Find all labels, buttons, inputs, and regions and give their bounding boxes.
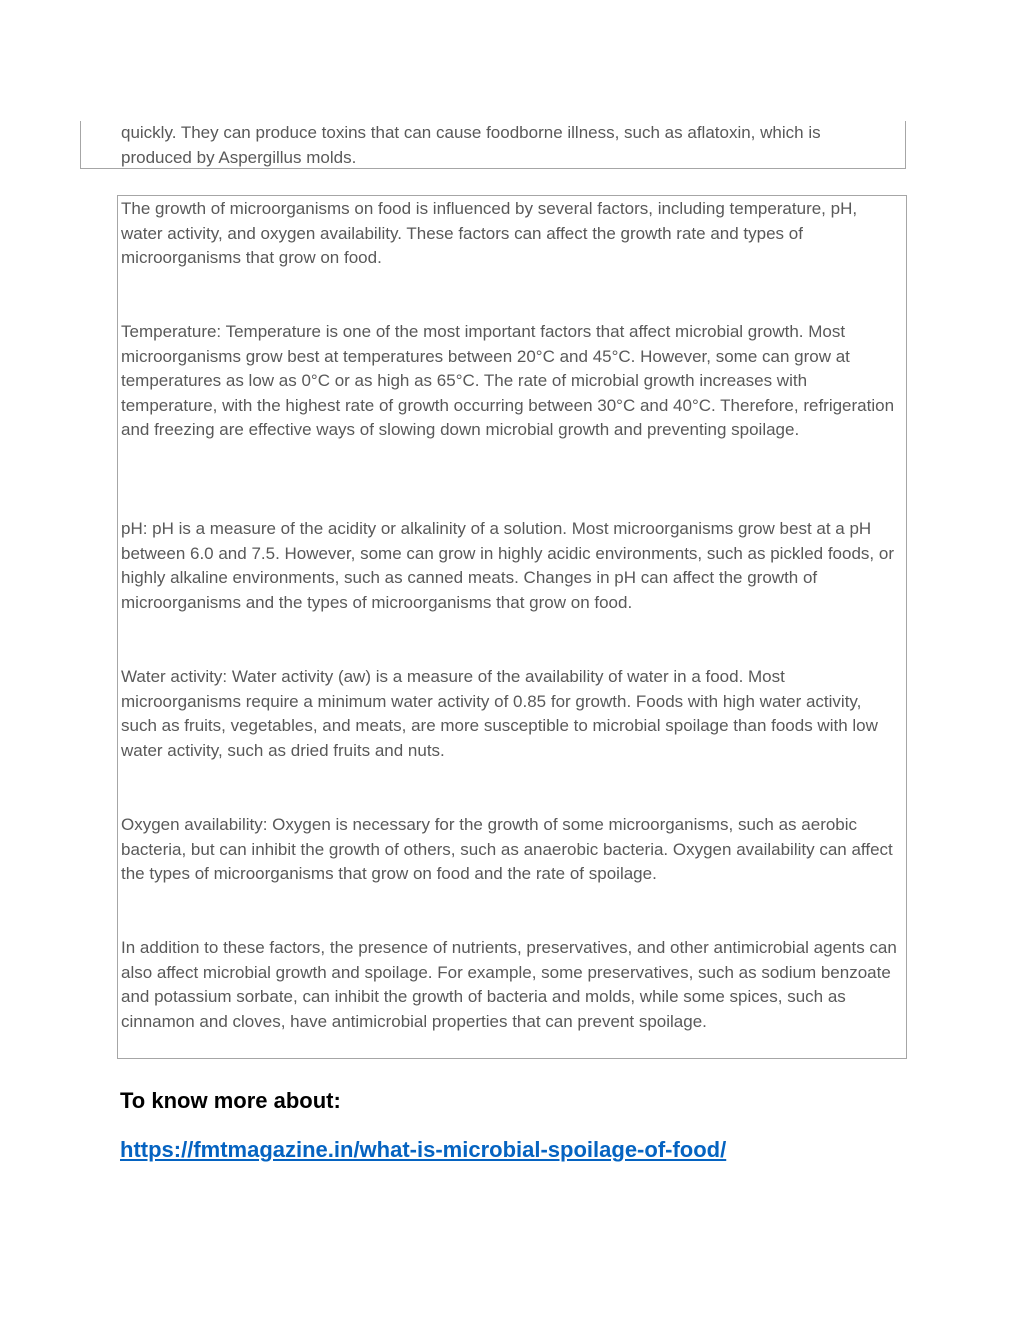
oxygen-paragraph: Oxygen availability: Oxygen is necessary for the growth of some microorganisms, such as aerobic bacteria, but can inhibit the growth of others, such as anaerobic bacteria. Oxygen availability can affect the types of microorganisms that grow on food and the rate of spoilage. — [121, 815, 893, 883]
continuation-paragraph: quickly. They can produce toxins that can cause foodborne illness, such as aflatoxin, which is produced by Aspergillus molds. — [121, 123, 821, 167]
temperature-paragraph: Temperature: Temperature is one of the most important factors that affect microbial growth. Most microorganisms grow best at temperatures between 20°C and 45°C. However, some can grow at temperatures as low as 0°C or as high as 65°C. The rate of microbial growth increases with temperature, with the highest rate of growth occurring between 30°C and 40°C. Therefore, refrigeration and freezing are effective ways of slowing down microbial growth and preventing spoilage. — [121, 322, 895, 439]
article-link[interactable]: https://fmtmagazine.in/what-is-microbial-spoilage-of-food/ — [120, 1137, 727, 1162]
continuation-box — [80, 121, 906, 169]
know-more-heading: To know more about: — [120, 1088, 341, 1113]
ph-paragraph: pH: pH is a measure of the acidity or alkalinity of a solution. Most microorganisms grow best at a pH between 6.0 and 7.5. However, some can grow in highly acidic environments, such as pickled foods, or highly alkaline environments, such as canned meats. Changes in pH can affect the growth of microorganisms and the types of microorganisms that grow on food. — [121, 519, 894, 612]
additional-factors-paragraph: In addition to these factors, the presence of nutrients, preservatives, and other antimicrobial agents can also affect microbial growth and spoilage. For example, some preservatives, such as sodium benzoate and potassium sorbate, can inhibit the growth of bacteria and molds, while some spices, such as cinnamon and cloves, have antimicrobial properties that can prevent spoilage. — [121, 938, 897, 1031]
water-activity-paragraph: Water activity: Water activity (aw) is a measure of the availability of water in a food. Most microorganisms require a minimum water activity of 0.85 for growth. Foods with high water activity, such as fruits, vegetables, and meats, are more susceptible to microbial spoilage than foods with low water activity, such as dried fruits and nuts. — [121, 667, 878, 760]
factors-box — [117, 195, 907, 1059]
intro-paragraph: The growth of microorganisms on food is influenced by several factors, including temperature, pH, water activity, and oxygen availability. These factors can affect the growth rate and types of microorganisms that grow on food. — [121, 199, 858, 267]
